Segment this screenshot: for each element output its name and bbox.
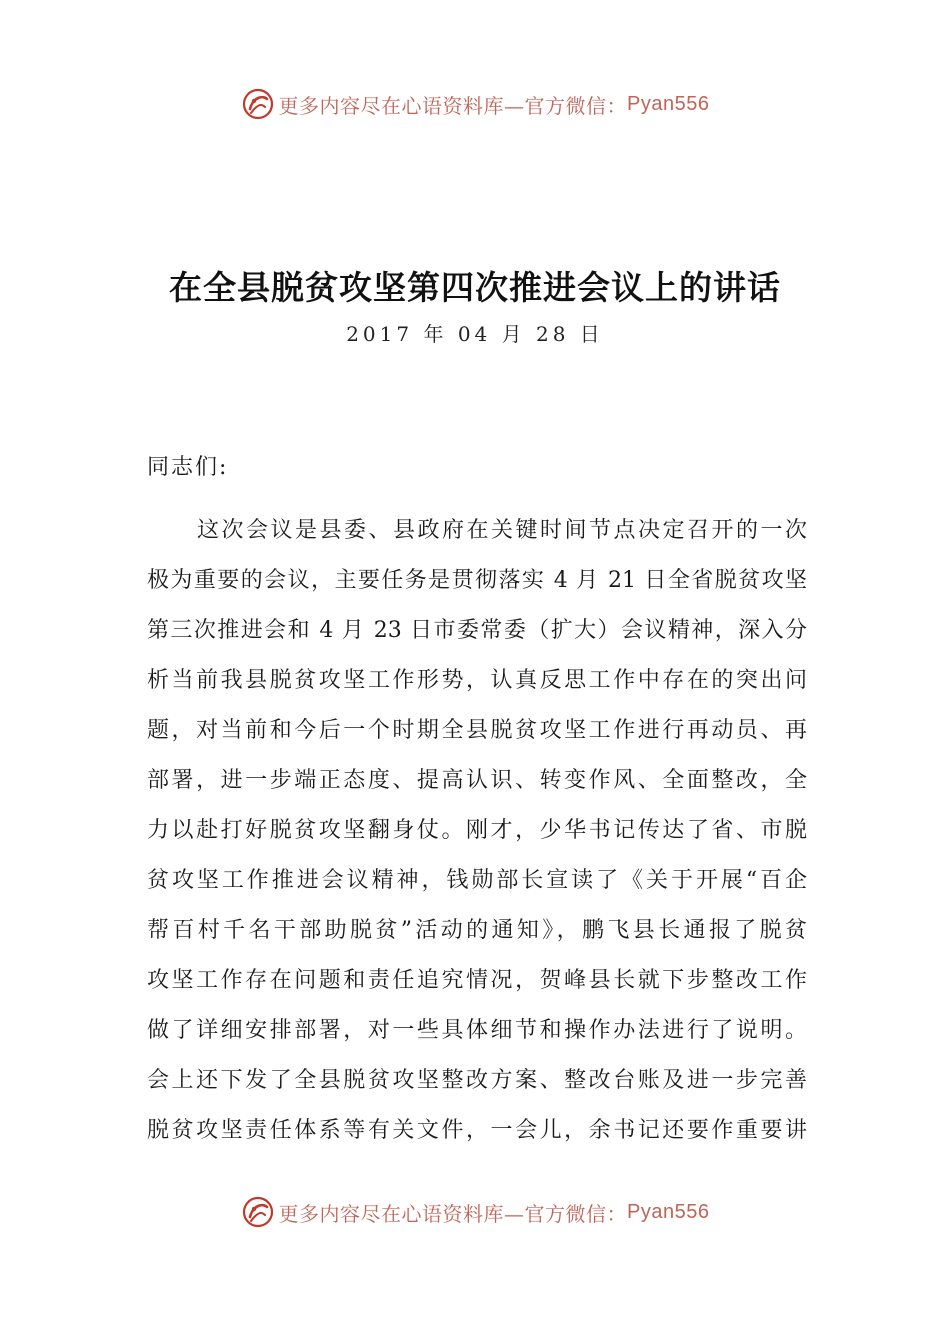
paragraph-line: 析当前我县脱贫攻坚工作形势，认真反思工作中存在的突出问 bbox=[147, 668, 807, 693]
footer-watermark-banner bbox=[0, 1190, 950, 1234]
paragraph-line: 会上还下发了全县脱贫攻坚整改方案、整改台账及进一步完善 bbox=[147, 1068, 807, 1093]
swirl-logo-icon bbox=[241, 1195, 275, 1229]
paragraph-line: 力以赴打好脱贫攻坚翻身仗。刚才，少华书记传达了省、市脱 bbox=[147, 818, 807, 843]
watermark-text: 更多内容尽在心语资料库—官方微信： bbox=[278, 1201, 628, 1226]
paragraph-line: 部署，进一步端正态度、提高认识、转变作风、全面整改，全 bbox=[147, 768, 807, 793]
paragraph-line: 攻坚工作存在问题和责任追究情况，贺峰县长就下步整改工作 bbox=[147, 968, 807, 993]
watermark-wechat-id: Pyan556 bbox=[627, 1200, 710, 1223]
salutation: 同志们: bbox=[147, 455, 229, 480]
document-title: 在全县脱贫攻坚第四次推进会议上的讲话 bbox=[169, 268, 781, 307]
paragraph-line: 贫攻坚工作推进会议精神，钱勋部长宣读了《关于开展“百企 bbox=[147, 868, 807, 893]
watermark-wechat-id: Pyan556 bbox=[627, 92, 710, 115]
paragraph-line: 做了详细安排部署，对一些具体细节和操作办法进行了说明。 bbox=[147, 1018, 807, 1043]
paragraph-line: 第三次推进会和 4 月 23 日市委常委（扩大）会议精神，深入分 bbox=[147, 618, 807, 643]
document-date: 2017 年 04 月 28 日 bbox=[346, 322, 604, 346]
paragraph-line: 脱贫攻坚责任体系等有关文件，一会儿，余书记还要作重要讲 bbox=[147, 1118, 807, 1143]
watermark-text: 更多内容尽在心语资料库—官方微信： bbox=[278, 93, 628, 118]
header-watermark-banner bbox=[0, 82, 950, 126]
paragraph-line: 极为重要的会议，主要任务是贯彻落实 4 月 21 日全省脱贫攻坚 bbox=[147, 568, 807, 593]
swirl-logo-icon bbox=[241, 87, 275, 121]
body-paragraph bbox=[147, 506, 807, 1156]
paragraph-line: 题，对当前和今后一个时期全县脱贫攻坚工作进行再动员、再 bbox=[147, 718, 807, 743]
paragraph-line: 帮百村千名干部助脱贫”活动的通知》，鹏飞县长通报了脱贫 bbox=[147, 918, 807, 943]
paragraph-line: 这次会议是县委、县政府在关键时间节点决定召开的一次 bbox=[197, 518, 807, 543]
